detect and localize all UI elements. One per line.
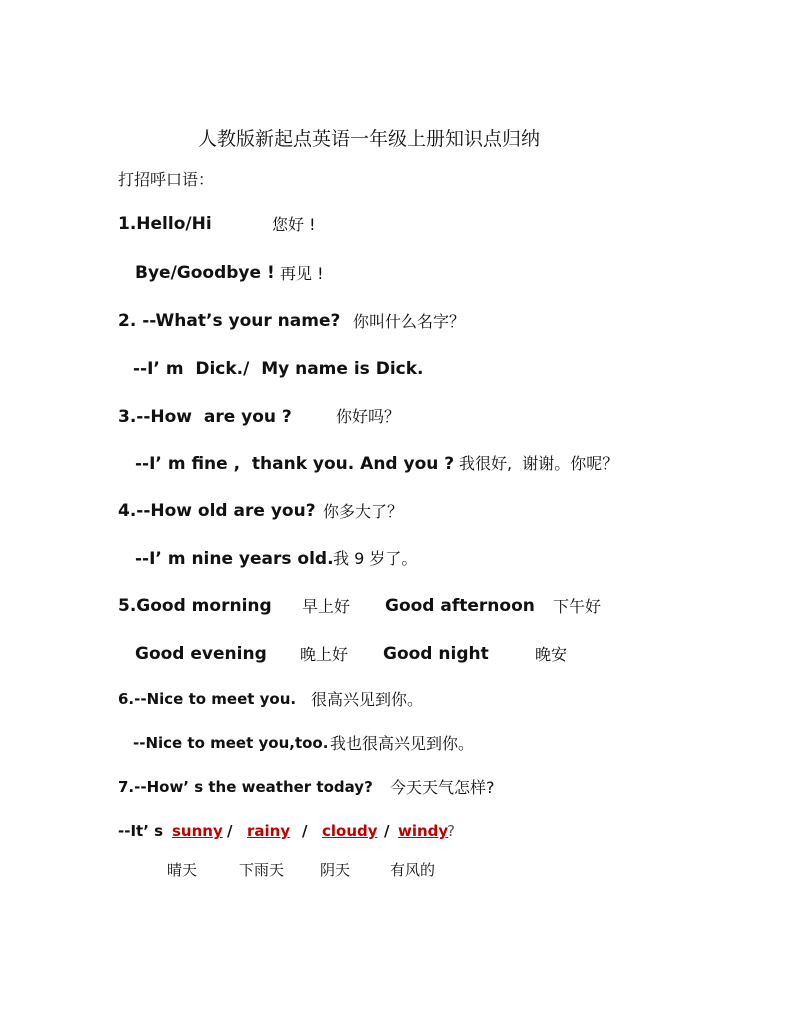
phrase-en: --I’ m fine , thank you. And you ?: [135, 454, 455, 474]
weather-word-cloudy: cloudy: [322, 822, 378, 840]
phrase-cn: 下午好: [553, 597, 602, 616]
phrase-cn: 今天天气怎样?: [390, 778, 495, 797]
phrase-cn: 您好 !: [272, 215, 316, 234]
phrase-en: 1.Hello/Hi: [118, 214, 212, 234]
weather-prefix: --It’ s: [118, 822, 164, 840]
phrase-cn: 晚安: [535, 645, 568, 664]
phrase-en: --I’ m nine years old.: [135, 549, 334, 569]
phrase-cn: 晚上好: [300, 645, 349, 664]
phrase-cn: 你好吗？: [336, 407, 401, 426]
phrase-cn: 我很好, 谢谢。你呢？: [459, 454, 619, 473]
phrase-en: 2. --What’s your name?: [118, 311, 341, 331]
weather-word-rainy: rainy: [247, 822, 291, 840]
phrase-en: 6.--Nice to meet you.: [118, 690, 297, 708]
phrase-cn: 我 9 岁了。: [333, 549, 418, 568]
phrase-cn: 早上好: [302, 597, 351, 616]
section-heading: 打招呼口语：: [118, 170, 215, 189]
phrase-cn: 我也很高兴见到你。: [330, 734, 475, 753]
phrase-cn: 你多大了？: [323, 502, 404, 521]
phrase-en: 7.--How’ s the weather today?: [118, 778, 373, 796]
separator: /: [302, 822, 308, 840]
weather-meaning: 晴天: [167, 861, 198, 879]
separator: /: [227, 822, 233, 840]
phrase-cn: 很高兴见到你。: [311, 690, 424, 709]
phrase-en: Good afternoon: [385, 596, 535, 616]
phrase-en: --I’ m Dick./ My name is Dick.: [133, 359, 424, 379]
phrase-cn: 你叫什么名字？: [353, 312, 466, 331]
phrase-en: Bye/Goodbye !: [135, 263, 275, 283]
phrase-cn: 再见 !: [280, 264, 324, 283]
weather-meaning: 阴天: [320, 861, 351, 879]
phrase-en: 4.--How old are you?: [118, 501, 316, 521]
document-title: 人教版新起点英语一年级上册知识点归纳: [198, 128, 541, 150]
weather-word-windy: windy: [398, 822, 449, 840]
weather-meaning: 有风的: [390, 861, 436, 879]
phrase-en: 5.Good morning: [118, 596, 272, 616]
phrase-en: Good night: [383, 644, 489, 664]
question-mark: ?: [447, 822, 455, 840]
weather-word-sunny: sunny: [172, 822, 223, 840]
phrase-en: 3.--How are you ?: [118, 407, 292, 427]
weather-meaning: 下雨天: [239, 861, 285, 879]
separator: /: [384, 822, 390, 840]
phrase-en: Good evening: [135, 644, 267, 664]
phrase-en: --Nice to meet you,too.: [133, 734, 329, 752]
